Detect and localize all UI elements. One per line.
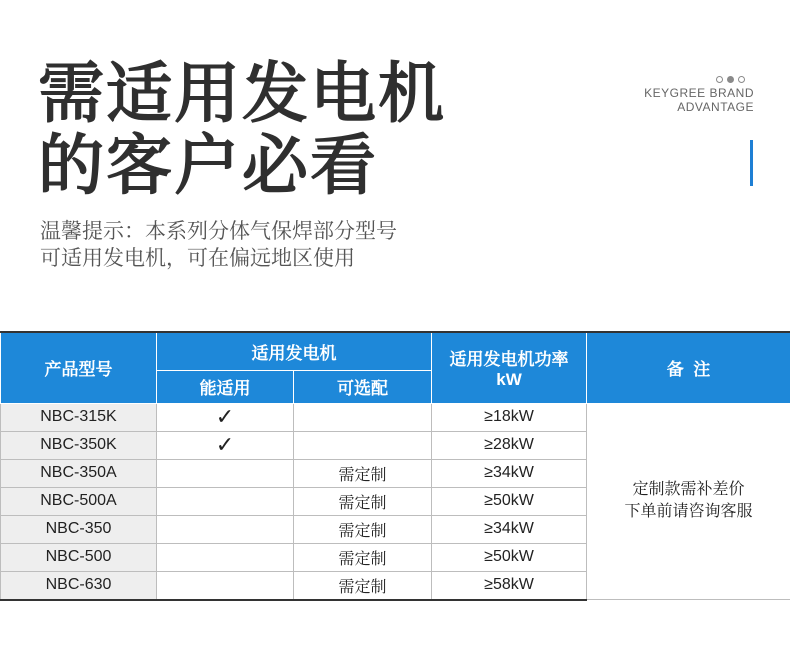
header-model: 产品型号 bbox=[1, 332, 157, 403]
optional-cell: 需定制 bbox=[294, 487, 432, 515]
power-cell: ≥18kW bbox=[432, 403, 587, 431]
table-row bbox=[1, 403, 790, 431]
usable-check-icon: ✓ bbox=[157, 403, 294, 431]
header-generator: 适用发电机 bbox=[157, 332, 432, 370]
header-power-line-2: kW bbox=[496, 370, 522, 390]
brand-line-1: KEYGREE BRAND bbox=[644, 86, 754, 100]
model-cell: NBC-630 bbox=[1, 571, 157, 600]
brand-label bbox=[644, 86, 754, 114]
model-cell: NBC-350K bbox=[1, 431, 157, 459]
model-cell: NBC-500A bbox=[1, 487, 157, 515]
tip-text bbox=[40, 218, 397, 272]
headline-line-2: 的客户必看 bbox=[38, 127, 378, 204]
usable-check-icon: ✓ bbox=[157, 431, 294, 459]
tip-line-2: 可适用发电机，可在偏远地区使用 bbox=[40, 246, 355, 270]
accent-bar bbox=[750, 140, 753, 186]
model-cell: NBC-350A bbox=[1, 459, 157, 487]
generator-compatibility-table bbox=[0, 331, 790, 601]
headline-line-1: 需适用发电机 bbox=[38, 55, 446, 132]
note-cell bbox=[587, 403, 790, 600]
note-line-1: 定制款需补差价 bbox=[632, 481, 745, 499]
optional-cell: 需定制 bbox=[294, 543, 432, 571]
optional-cell: 需定制 bbox=[294, 459, 432, 487]
power-cell: ≥28kW bbox=[432, 431, 587, 459]
model-cell: NBC-500 bbox=[1, 543, 157, 571]
headline bbox=[38, 55, 446, 204]
dot-icon bbox=[738, 76, 745, 83]
power-cell: ≥50kW bbox=[432, 487, 587, 515]
header-power-line-1: 适用发电机功率 bbox=[449, 350, 569, 370]
dot-icon bbox=[716, 76, 723, 83]
model-cell: NBC-315K bbox=[1, 403, 157, 431]
optional-cell: 需定制 bbox=[294, 571, 432, 600]
model-cell: NBC-350 bbox=[1, 515, 157, 543]
tip-line-1: 温馨提示：本系列分体气保焊部分型号 bbox=[40, 219, 397, 243]
header-note: 备 注 bbox=[587, 332, 790, 403]
usable-cell bbox=[157, 515, 294, 543]
optional-cell bbox=[294, 431, 432, 459]
power-cell: ≥34kW bbox=[432, 459, 587, 487]
usable-cell bbox=[157, 487, 294, 515]
power-cell: ≥34kW bbox=[432, 515, 587, 543]
header-optional: 可选配 bbox=[294, 370, 432, 403]
usable-cell bbox=[157, 459, 294, 487]
pagination-dots bbox=[716, 68, 749, 87]
brand-line-2: ADVANTAGE bbox=[677, 100, 754, 114]
dot-active-icon bbox=[727, 76, 734, 83]
header-power bbox=[432, 332, 587, 403]
power-cell: ≥58kW bbox=[432, 571, 587, 600]
power-cell: ≥50kW bbox=[432, 543, 587, 571]
usable-cell bbox=[157, 571, 294, 600]
header-usable: 能适用 bbox=[157, 370, 294, 403]
optional-cell bbox=[294, 403, 432, 431]
note-line-2: 下单前请咨询客服 bbox=[624, 503, 753, 521]
usable-cell bbox=[157, 543, 294, 571]
optional-cell: 需定制 bbox=[294, 515, 432, 543]
